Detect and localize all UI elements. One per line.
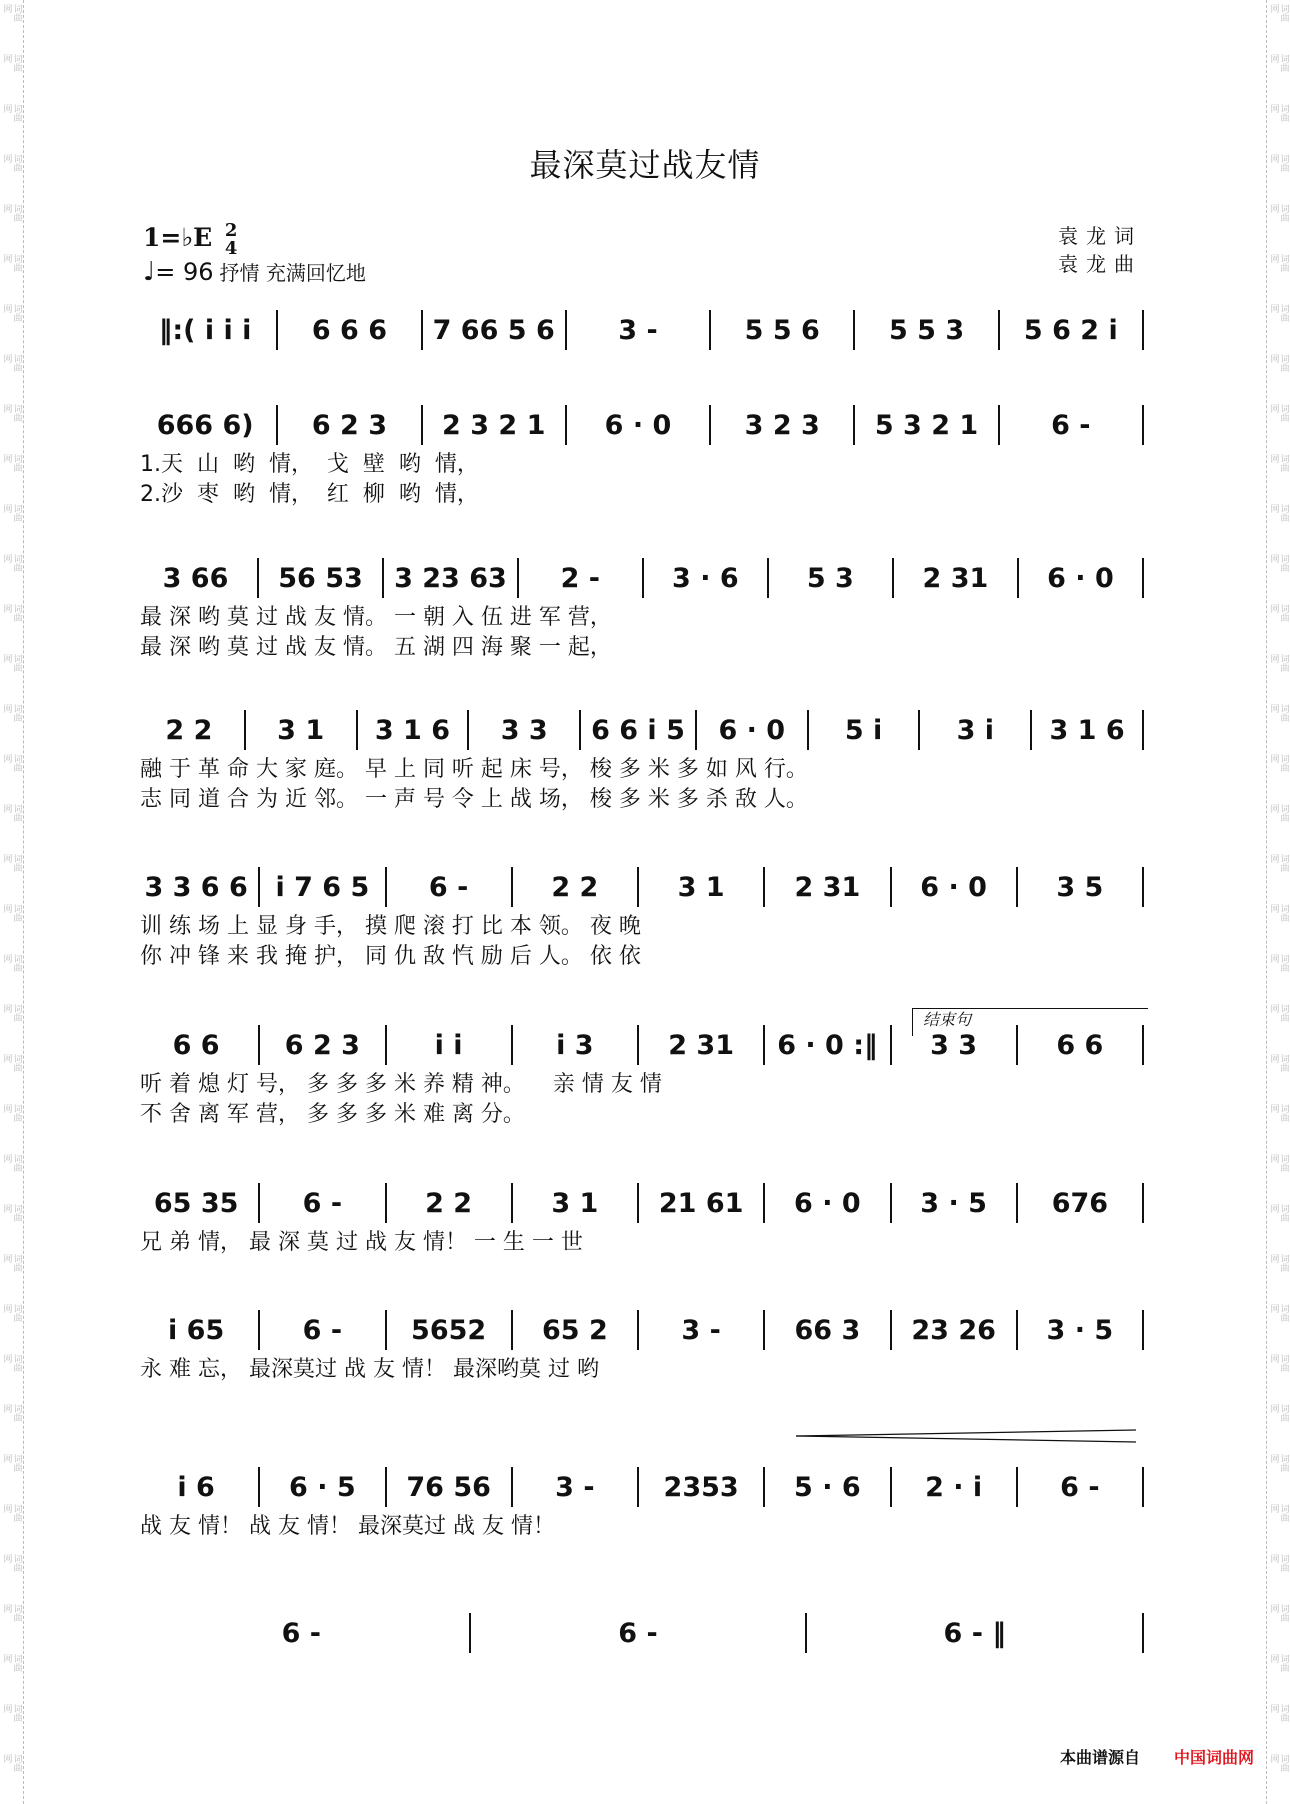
watermark-text: 词曲网 xyxy=(1,254,22,272)
barline xyxy=(998,405,1000,445)
watermark-text: 词曲网 xyxy=(1,1254,22,1272)
watermark-text: 词曲网 xyxy=(1268,354,1289,372)
score-system xyxy=(140,1178,1150,1258)
notes-line xyxy=(140,1462,1150,1512)
measure: 7 66 5 6 xyxy=(432,314,555,346)
measure: i i xyxy=(434,1029,463,1061)
barline xyxy=(244,710,246,750)
barline xyxy=(805,1613,807,1653)
measure: ‖:( i i i xyxy=(158,314,252,346)
lyric-line: 听 着 熄 灯 号， 多 多 多 米 养 精 神。 亲 情 友 情 xyxy=(140,1072,662,1097)
lyric-line: 2.沙 枣 哟 情， 红 柳 哟 情， xyxy=(140,482,479,507)
measure: 6 - ‖ xyxy=(943,1617,1006,1649)
watermark-text: 词曲网 xyxy=(1268,404,1289,422)
watermark-text: 词曲网 xyxy=(1,1004,22,1022)
watermark-text: 词曲网 xyxy=(1268,1704,1289,1722)
measure: i 6 xyxy=(177,1471,215,1503)
watermark-text: 词曲网 xyxy=(1268,1254,1289,1272)
barline xyxy=(579,710,581,750)
watermark-text: 词曲网 xyxy=(1268,54,1289,72)
watermark-text: 词曲网 xyxy=(1,404,22,422)
lyricist-credit: 袁龙词 xyxy=(1058,224,1142,248)
barline xyxy=(1016,1183,1018,1223)
song-title: 最深莫过战友情 xyxy=(529,146,761,184)
time-denominator: 4 xyxy=(224,238,238,259)
watermark-text: 词曲网 xyxy=(1,1754,22,1772)
measure: 3 3 xyxy=(500,714,548,746)
tempo-marking xyxy=(143,257,366,287)
measure: 6 · 0 xyxy=(604,409,672,441)
expression-text: 抒情 充满回忆地 xyxy=(219,261,366,285)
barline xyxy=(382,558,384,598)
measure: 76 56 xyxy=(406,1471,491,1503)
lyric-line: 永 难 忘， 最深莫过 战 友 情！ 最深哟莫 过 哟 xyxy=(140,1357,599,1382)
barline xyxy=(1142,1613,1144,1653)
barline xyxy=(258,867,260,907)
lyric-line: 最 深 哟 莫 过 战 友 情。 五 湖 四 海 聚 一 起， xyxy=(140,635,612,660)
barline xyxy=(890,1183,892,1223)
barline xyxy=(709,310,711,350)
left-watermark-strip xyxy=(0,0,24,1804)
footer-brand[interactable]: 中国词曲网 xyxy=(1173,1748,1254,1767)
watermark-text: 词曲网 xyxy=(1268,1554,1289,1572)
barline xyxy=(892,558,894,598)
watermark-text: 词曲网 xyxy=(1268,654,1289,672)
barline xyxy=(511,1467,513,1507)
barline xyxy=(258,1467,260,1507)
measure: 6 · 0 xyxy=(1047,562,1114,594)
measure: 5 5 6 xyxy=(744,314,820,346)
measure: 23 26 xyxy=(911,1314,996,1346)
measure: 2 3 2 1 xyxy=(442,409,546,441)
watermark-text: 词曲网 xyxy=(1,354,22,372)
notes-line xyxy=(140,705,1150,755)
watermark-text: 词曲网 xyxy=(1268,1154,1289,1172)
watermark-text: 词曲网 xyxy=(1268,154,1289,172)
diminuendo-hairpin xyxy=(796,1428,1136,1444)
barline xyxy=(258,1025,260,1065)
score-system xyxy=(140,862,1150,972)
barline xyxy=(1142,558,1144,598)
watermark-text: 词曲网 xyxy=(1,1654,22,1672)
measure: 6 6 6 xyxy=(311,314,387,346)
notes-line xyxy=(140,1178,1150,1228)
measure: 6 · 0 xyxy=(794,1187,861,1219)
key-label: 1=♭E xyxy=(143,223,213,252)
watermark-text: 词曲网 xyxy=(1,954,22,972)
watermark-text: 词曲网 xyxy=(1268,1454,1289,1472)
quarter-note-icon: ♩ xyxy=(143,257,156,287)
measure: 3 1 xyxy=(551,1187,599,1219)
score-system xyxy=(140,400,1150,510)
barline xyxy=(1142,1183,1144,1223)
right-watermark-strip xyxy=(1266,0,1290,1804)
measure: 3 23 63 xyxy=(394,562,507,594)
barline xyxy=(1030,710,1032,750)
measure: 3 - xyxy=(681,1314,721,1346)
watermark-text: 词曲网 xyxy=(1,704,22,722)
watermark-text: 词曲网 xyxy=(1,104,22,122)
watermark-text: 词曲网 xyxy=(1,1204,22,1222)
barline xyxy=(385,1183,387,1223)
barline xyxy=(695,710,697,750)
measure: 666 6) xyxy=(156,409,254,441)
barline xyxy=(890,867,892,907)
score-system xyxy=(140,1462,1150,1542)
measure: 3 3 xyxy=(930,1029,978,1061)
watermark-text: 词曲网 xyxy=(1268,854,1289,872)
measure: 676 xyxy=(1051,1187,1109,1219)
measure: 65 35 xyxy=(153,1187,239,1219)
watermark-text: 词曲网 xyxy=(1268,1504,1289,1522)
measure: 3 1 xyxy=(277,714,325,746)
watermark-text: 词曲网 xyxy=(1268,1104,1289,1122)
footer-source: 本曲谱源自 xyxy=(1059,1748,1140,1767)
measure: 3 1 6 xyxy=(374,714,450,746)
watermark-text: 词曲网 xyxy=(1,4,22,22)
measure: 65 2 xyxy=(541,1314,608,1346)
barline xyxy=(469,1613,471,1653)
measure: 3 · 6 xyxy=(672,562,739,594)
barline xyxy=(1142,867,1144,907)
lyric-line: 训 练 场 上 显 身 手， 摸 爬 滚 打 比 本 领。 夜 晚 xyxy=(140,914,641,939)
barline xyxy=(1142,310,1144,350)
lyric-line: 不 舍 离 军 营， 多 多 多 米 难 离 分。 xyxy=(140,1102,525,1127)
barline xyxy=(890,1025,892,1065)
lyric-line: 1.天 山 哟 情， 戈 壁 哟 情， xyxy=(140,452,479,477)
barline xyxy=(763,1310,765,1350)
watermark-text: 词曲网 xyxy=(1268,904,1289,922)
measure: 2 31 xyxy=(668,1029,734,1061)
watermark-text: 词曲网 xyxy=(1,1604,22,1622)
watermark-text: 词曲网 xyxy=(1268,1754,1289,1772)
lyric-line: 你 冲 锋 来 我 掩 护， 同 仇 敌 忾 励 后 人。 依 依 xyxy=(140,944,641,969)
watermark-text: 词曲网 xyxy=(1,1104,22,1122)
watermark-text: 词曲网 xyxy=(1,54,22,72)
watermark-text: 词曲网 xyxy=(1,1154,22,1172)
measure: 6 · 0 xyxy=(718,714,786,746)
watermark-text: 词曲网 xyxy=(1268,1604,1289,1622)
watermark-text: 词曲网 xyxy=(1,1454,22,1472)
barline xyxy=(642,558,644,598)
measure: 6 - xyxy=(302,1187,343,1219)
barline xyxy=(998,310,1000,350)
watermark-text: 词曲网 xyxy=(1,1704,22,1722)
barline xyxy=(637,1310,639,1350)
barline xyxy=(890,1467,892,1507)
measure: 2 31 xyxy=(794,871,861,903)
time-signature xyxy=(225,222,238,258)
watermark-text: 词曲网 xyxy=(1,804,22,822)
measure: 6 6 i 5 xyxy=(591,714,685,746)
watermark-text: 词曲网 xyxy=(1268,204,1289,222)
barline xyxy=(385,867,387,907)
watermark-text: 词曲网 xyxy=(1268,754,1289,772)
barline xyxy=(257,558,259,598)
measure: i 7 6 5 xyxy=(275,871,370,903)
measure: 5 · 6 xyxy=(794,1471,861,1503)
measure: 3 - xyxy=(618,314,658,346)
barline xyxy=(385,1467,387,1507)
notes-line xyxy=(140,1608,1150,1658)
watermark-text: 词曲网 xyxy=(1,504,22,522)
score-system xyxy=(140,1608,1150,1658)
barline xyxy=(807,710,809,750)
measure: 6 - xyxy=(428,871,469,903)
watermark-text: 词曲网 xyxy=(1268,1004,1289,1022)
barline xyxy=(1017,558,1019,598)
measure: 5 i xyxy=(844,714,883,746)
barline xyxy=(565,405,567,445)
watermark-text: 词曲网 xyxy=(1268,1054,1289,1072)
watermark-text: 词曲网 xyxy=(1268,804,1289,822)
barline xyxy=(385,1310,387,1350)
measure: 3 5 xyxy=(1056,871,1104,903)
measure: 2 - xyxy=(560,562,601,594)
watermark-text: 词曲网 xyxy=(1268,1204,1289,1222)
measure: 6 - xyxy=(302,1314,343,1346)
barline xyxy=(421,310,423,350)
watermark-text: 词曲网 xyxy=(1268,1304,1289,1322)
barline xyxy=(763,1025,765,1065)
lyric-line: 融 于 革 命 大 家 庭。 早 上 同 听 起 床 号， 梭 多 米 多 如 风 行。 xyxy=(140,757,808,782)
barline xyxy=(421,405,423,445)
watermark-text: 词曲网 xyxy=(1,554,22,572)
measure: 2 · i xyxy=(925,1471,983,1503)
barline xyxy=(763,1467,765,1507)
barline xyxy=(511,867,513,907)
barline xyxy=(276,405,278,445)
barline xyxy=(511,1025,513,1065)
watermark-text: 词曲网 xyxy=(1,754,22,772)
measure: 6 · 0 :‖ xyxy=(777,1029,878,1061)
measure: 6 - xyxy=(1051,409,1091,441)
barline xyxy=(1016,1310,1018,1350)
measure: 6 · 5 xyxy=(289,1471,356,1503)
watermark-text: 词曲网 xyxy=(1,304,22,322)
measure: 5 3 xyxy=(806,562,854,594)
measure: 2 2 xyxy=(551,871,599,903)
notes-line xyxy=(140,305,1150,355)
watermark-text: 词曲网 xyxy=(1,904,22,922)
score-system xyxy=(140,305,1150,355)
measure: 5 6 2 i xyxy=(1023,314,1118,346)
barline xyxy=(258,1310,260,1350)
watermark-text: 词曲网 xyxy=(1268,454,1289,472)
barline xyxy=(890,1310,892,1350)
measure: 5 5 3 xyxy=(888,314,965,346)
barline xyxy=(637,1183,639,1223)
score-system xyxy=(140,1020,1150,1130)
measure: 6 2 3 xyxy=(284,1029,360,1061)
barline xyxy=(709,405,711,445)
time-numerator: 2 xyxy=(224,220,238,241)
measure: 2353 xyxy=(663,1471,739,1503)
watermark-text: 词曲网 xyxy=(1268,1354,1289,1372)
barline xyxy=(767,558,769,598)
lyric-line: 志 同 道 合 为 近 邻。 一 声 号 令 上 战 场， 梭 多 米 多 杀 敌 人。 xyxy=(140,787,808,812)
score-system xyxy=(140,1305,1150,1385)
measure: 6 6 xyxy=(1056,1029,1104,1061)
measure: i 65 xyxy=(168,1314,225,1346)
barline xyxy=(918,710,920,750)
measure: 3 i xyxy=(956,714,995,746)
watermark-text: 词曲网 xyxy=(1268,4,1289,22)
barline xyxy=(1016,867,1018,907)
watermark-text: 词曲网 xyxy=(1268,254,1289,272)
measure: 3 - xyxy=(555,1471,595,1503)
watermark-text: 词曲网 xyxy=(1268,1654,1289,1672)
measure: 66 3 xyxy=(794,1314,861,1346)
watermark-text: 词曲网 xyxy=(1268,304,1289,322)
barline xyxy=(1016,1467,1018,1507)
barline xyxy=(853,310,855,350)
barline xyxy=(637,867,639,907)
measure: 6 6 xyxy=(172,1029,220,1061)
watermark-text: 词曲网 xyxy=(1,1554,22,1572)
barline xyxy=(1142,1310,1144,1350)
barline xyxy=(467,710,469,750)
lyric-line: 兄 弟 情， 最 深 莫 过 战 友 情！ 一 生 一 世 xyxy=(140,1230,583,1255)
composer-credit: 袁龙曲 xyxy=(1058,252,1142,276)
measure: 2 31 xyxy=(922,562,989,594)
key-signature xyxy=(143,222,237,258)
notes-line xyxy=(140,553,1150,603)
watermark-text: 词曲网 xyxy=(1268,1404,1289,1422)
score-system xyxy=(140,553,1150,663)
measure: 3 · 5 xyxy=(920,1187,987,1219)
measure: 6 - xyxy=(618,1617,658,1649)
barline xyxy=(853,405,855,445)
notes-line xyxy=(140,400,1150,450)
measure: 6 - xyxy=(281,1617,322,1649)
barline xyxy=(276,310,278,350)
watermark-text: 词曲网 xyxy=(1,1354,22,1372)
barline xyxy=(1142,710,1144,750)
lyric-line: 战 友 情！ 战 友 情！ 最深莫过 战 友 情！ xyxy=(140,1514,555,1539)
measure: 6 - xyxy=(1060,1471,1100,1503)
measure: 56 53 xyxy=(278,562,363,594)
barline xyxy=(637,1025,639,1065)
watermark-text: 词曲网 xyxy=(1,454,22,472)
measure: 2 2 xyxy=(165,714,213,746)
barline xyxy=(1142,1467,1144,1507)
watermark-text: 词曲网 xyxy=(1268,954,1289,972)
measure: 5652 xyxy=(411,1314,487,1346)
score-system xyxy=(140,705,1150,815)
barline xyxy=(763,867,765,907)
barline xyxy=(356,710,358,750)
measure: 21 61 xyxy=(658,1187,744,1219)
measure: 3 66 xyxy=(162,562,229,594)
measure: 3 · 5 xyxy=(1046,1314,1114,1346)
watermark-text: 词曲网 xyxy=(1,1304,22,1322)
watermark-text: 词曲网 xyxy=(1268,504,1289,522)
watermark-text: 词曲网 xyxy=(1,654,22,672)
notes-line xyxy=(140,1305,1150,1355)
watermark-text: 词曲网 xyxy=(1,1504,22,1522)
measure: 6 2 3 xyxy=(311,409,387,441)
watermark-text: 词曲网 xyxy=(1268,604,1289,622)
watermark-text: 词曲网 xyxy=(1,604,22,622)
barline xyxy=(565,310,567,350)
watermark-text: 词曲网 xyxy=(1268,704,1289,722)
measure: 6 · 0 xyxy=(920,871,987,903)
measure: 3 1 6 xyxy=(1049,714,1125,746)
barline xyxy=(637,1467,639,1507)
tempo-value: = 96 xyxy=(155,258,214,286)
barline xyxy=(258,1183,260,1223)
watermark-text: 词曲网 xyxy=(1268,104,1289,122)
lyric-line: 最 深 哟 莫 过 战 友 情。 一 朝 入 伍 进 军 营， xyxy=(140,605,612,630)
barline xyxy=(511,1183,513,1223)
barline xyxy=(511,1310,513,1350)
barline xyxy=(763,1183,765,1223)
barline xyxy=(1142,405,1144,445)
watermark-text: 词曲网 xyxy=(1,154,22,172)
measure: 3 2 3 xyxy=(744,409,820,441)
watermark-text: 词曲网 xyxy=(1,854,22,872)
notes-line xyxy=(140,862,1150,912)
barline xyxy=(385,1025,387,1065)
measure: i 3 xyxy=(556,1029,594,1061)
measure: 3 3 6 6 xyxy=(144,871,248,903)
measure: 5 3 2 1 xyxy=(874,409,979,441)
watermark-text: 词曲网 xyxy=(1268,554,1289,572)
watermark-text: 词曲网 xyxy=(1,1054,22,1072)
ending-label: 结束句 xyxy=(912,1008,1148,1036)
watermark-text: 词曲网 xyxy=(1,1404,22,1422)
barline xyxy=(517,558,519,598)
watermark-text: 词曲网 xyxy=(1,204,22,222)
measure: 3 1 xyxy=(677,871,725,903)
measure: 2 2 xyxy=(425,1187,473,1219)
